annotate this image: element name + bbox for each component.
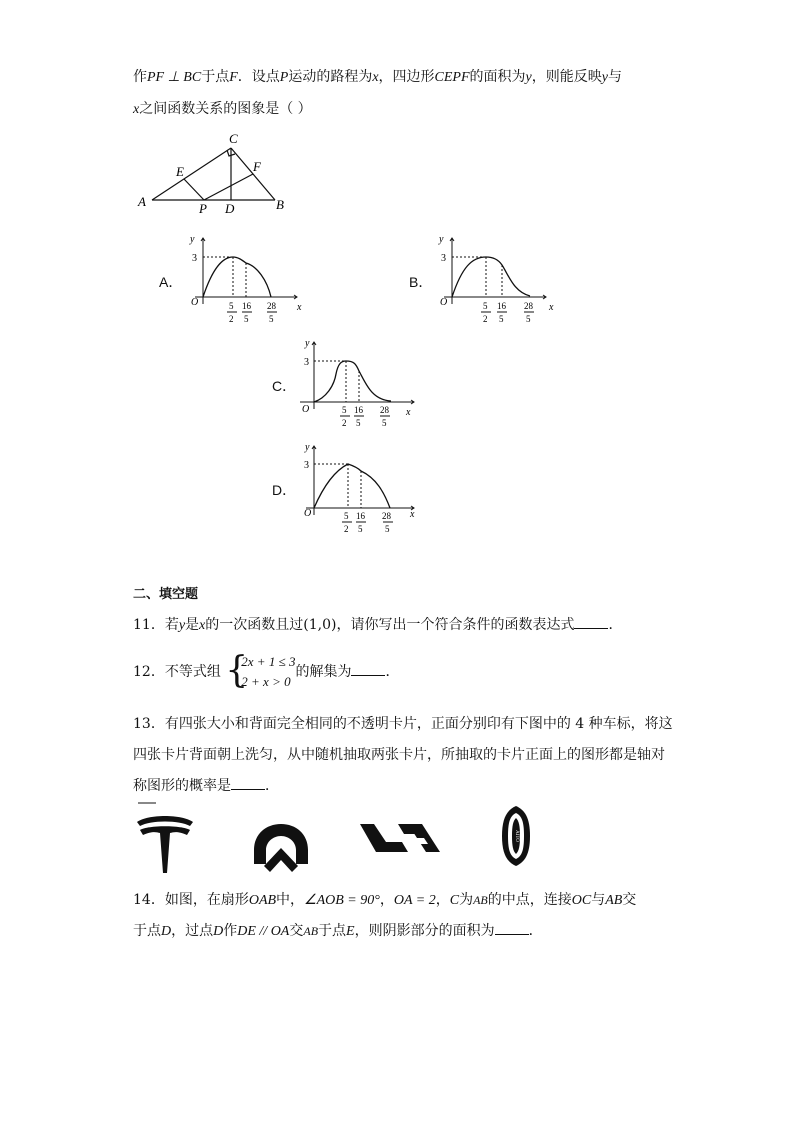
section-title: 二、填空题 bbox=[133, 587, 199, 602]
math: y bbox=[601, 70, 608, 85]
x-axis-label: x bbox=[410, 509, 415, 520]
tick-num: 5 bbox=[229, 301, 234, 311]
math: ∠AOB = 90° bbox=[304, 893, 380, 908]
math: OC bbox=[571, 893, 592, 908]
tick-den: 5 bbox=[244, 314, 249, 324]
text: 的中点，连接 bbox=[487, 892, 572, 908]
y-axis-label: y bbox=[305, 442, 310, 453]
math: D bbox=[161, 924, 172, 939]
q14-line1 bbox=[133, 889, 636, 909]
math: F bbox=[229, 70, 238, 85]
text: ，四边形 bbox=[378, 69, 435, 85]
tick-num: 28 bbox=[524, 301, 533, 311]
label-C: C bbox=[229, 131, 238, 146]
graph-option-a bbox=[185, 232, 310, 327]
q13-line1: 13．有四张大小和背面完全相同的不透明卡片，正面分别印有下图中的 4 种车标，将这 bbox=[133, 716, 673, 732]
logo-tesla-icon bbox=[134, 800, 196, 876]
math: y bbox=[525, 70, 532, 85]
text: ． bbox=[265, 778, 279, 794]
text: 于点 bbox=[201, 69, 230, 85]
math: D bbox=[213, 924, 224, 939]
q10-line1 bbox=[133, 66, 622, 86]
tick-num: 28 bbox=[267, 301, 276, 311]
text: 称图形的概率是 bbox=[133, 778, 231, 794]
tick-num: 5 bbox=[342, 405, 347, 415]
tick-den: 5 bbox=[385, 524, 390, 534]
option-d-label: D． bbox=[272, 482, 297, 498]
text: ， bbox=[435, 892, 450, 908]
math: OAB bbox=[248, 893, 277, 908]
tick-num: 5 bbox=[483, 301, 488, 311]
x-axis-label: x bbox=[406, 407, 411, 418]
text: 的面积为 bbox=[469, 69, 526, 85]
answer-blank bbox=[231, 777, 265, 790]
origin-label: O bbox=[304, 508, 312, 519]
q13-line3 bbox=[133, 775, 279, 795]
tick-num: 28 bbox=[380, 405, 389, 415]
text: 的一次函数且过 bbox=[205, 617, 304, 633]
math: y bbox=[178, 618, 186, 633]
text: 的解集为 bbox=[295, 664, 352, 680]
text: 11．若 bbox=[133, 617, 179, 633]
text: ． bbox=[528, 923, 543, 939]
tick-num: 16 bbox=[242, 301, 251, 311]
label-A: A bbox=[138, 194, 146, 209]
option-c-label: C． bbox=[272, 378, 297, 394]
logo-nio-icon bbox=[250, 820, 312, 876]
brace: { bbox=[225, 650, 249, 691]
tick-den: 5 bbox=[358, 524, 363, 534]
text: 是 bbox=[185, 617, 200, 633]
math: E bbox=[346, 924, 355, 939]
math: DE // OA bbox=[237, 924, 290, 939]
tick-num: 5 bbox=[344, 511, 349, 521]
tick-den: 5 bbox=[356, 418, 361, 428]
label-D: D bbox=[225, 201, 235, 216]
y-axis-label: y bbox=[305, 338, 310, 349]
math: P bbox=[279, 70, 289, 85]
text: ．设点 bbox=[237, 69, 280, 85]
answer-blank bbox=[574, 616, 608, 629]
text: ． bbox=[608, 617, 623, 633]
origin-label: O bbox=[191, 297, 199, 308]
text: ，过点 bbox=[171, 923, 214, 939]
x-axis-label: x bbox=[549, 302, 554, 313]
text: 与 bbox=[591, 892, 606, 908]
text: 交 bbox=[622, 892, 637, 908]
math: PF ⊥ BC bbox=[147, 70, 202, 85]
text: 为 bbox=[459, 892, 474, 908]
label-E: E bbox=[176, 164, 184, 179]
answer-blank bbox=[495, 922, 529, 935]
math: CEPF bbox=[434, 70, 470, 85]
y-tick-3: 3 bbox=[192, 253, 197, 264]
math: x bbox=[372, 70, 379, 85]
text: 作 bbox=[133, 69, 147, 85]
inequality: 2 + x > 0 bbox=[241, 674, 291, 689]
tick-den: 5 bbox=[382, 418, 387, 428]
logo-aito-text: AITO bbox=[514, 830, 519, 842]
text: 14．如图，在扇形 bbox=[133, 892, 249, 908]
y-tick-3: 3 bbox=[441, 253, 446, 264]
text: ， bbox=[379, 892, 394, 908]
y-axis-label: y bbox=[190, 234, 195, 245]
math: C bbox=[449, 893, 460, 908]
text: 12．不等式组 bbox=[133, 664, 221, 680]
triangle-figure bbox=[132, 128, 302, 218]
label-F: F bbox=[253, 159, 261, 174]
q11 bbox=[133, 614, 622, 634]
text: 交 bbox=[289, 923, 304, 939]
math: (1,0) bbox=[303, 617, 337, 633]
tick-den: 5 bbox=[526, 314, 531, 324]
math: OA = 2 bbox=[393, 893, 436, 908]
text: ． bbox=[385, 664, 400, 680]
math: x bbox=[199, 618, 206, 633]
arc-notation: AB bbox=[473, 893, 488, 907]
graph-option-c bbox=[296, 336, 421, 431]
y-axis-label: y bbox=[439, 234, 444, 245]
tick-den: 2 bbox=[344, 524, 349, 534]
text: 运动的路程为 bbox=[288, 69, 373, 85]
tick-den: 2 bbox=[229, 314, 234, 324]
q12 bbox=[133, 652, 399, 692]
x-axis-label: x bbox=[297, 302, 302, 313]
text: ，则能反映 bbox=[531, 69, 602, 85]
text: 与 bbox=[607, 69, 622, 85]
tick-num: 16 bbox=[497, 301, 506, 311]
answer-blank bbox=[351, 663, 385, 676]
label-B: B bbox=[276, 197, 284, 212]
option-b-label: B． bbox=[409, 274, 433, 290]
logo-aito-icon bbox=[499, 804, 533, 868]
graph-option-d bbox=[296, 440, 421, 535]
tick-den: 2 bbox=[342, 418, 347, 428]
tick-num: 16 bbox=[356, 511, 365, 521]
text: 于点 bbox=[133, 923, 161, 939]
math: AB bbox=[605, 893, 623, 908]
arc-notation: AB bbox=[303, 924, 319, 938]
origin-label: O bbox=[302, 404, 310, 415]
text: 于点 bbox=[318, 923, 347, 939]
origin-label: O bbox=[440, 297, 448, 308]
text: 中， bbox=[276, 892, 305, 908]
math: x bbox=[133, 102, 140, 117]
tick-den: 2 bbox=[483, 314, 488, 324]
graph-option-b bbox=[434, 232, 559, 327]
text: 之间函数关系的图象是（ ） bbox=[139, 101, 312, 117]
q13-line2: 四张卡片背面朝上洗匀，从中随机抽取两张卡片，所抽取的卡片正面上的图形都是轴对 bbox=[133, 747, 665, 763]
option-a-label: A． bbox=[159, 274, 183, 290]
text: ，请你写出一个符合条件的函数表达式 bbox=[336, 617, 575, 633]
inequality: 2x + 1 ≤ 3 bbox=[241, 654, 296, 669]
y-tick-3: 3 bbox=[304, 460, 309, 471]
tick-num: 28 bbox=[382, 511, 391, 521]
y-tick-3: 3 bbox=[304, 357, 309, 368]
q10-line2 bbox=[133, 98, 312, 118]
text: ，则阴影部分的面积为 bbox=[354, 923, 495, 939]
logo-lixiang-icon bbox=[358, 820, 442, 856]
text: 作 bbox=[223, 923, 238, 939]
tick-den: 5 bbox=[499, 314, 504, 324]
label-P: P bbox=[199, 201, 207, 216]
tick-num: 16 bbox=[354, 405, 363, 415]
inequality-system bbox=[225, 652, 295, 692]
q14-line2 bbox=[133, 920, 543, 940]
tick-den: 5 bbox=[269, 314, 274, 324]
